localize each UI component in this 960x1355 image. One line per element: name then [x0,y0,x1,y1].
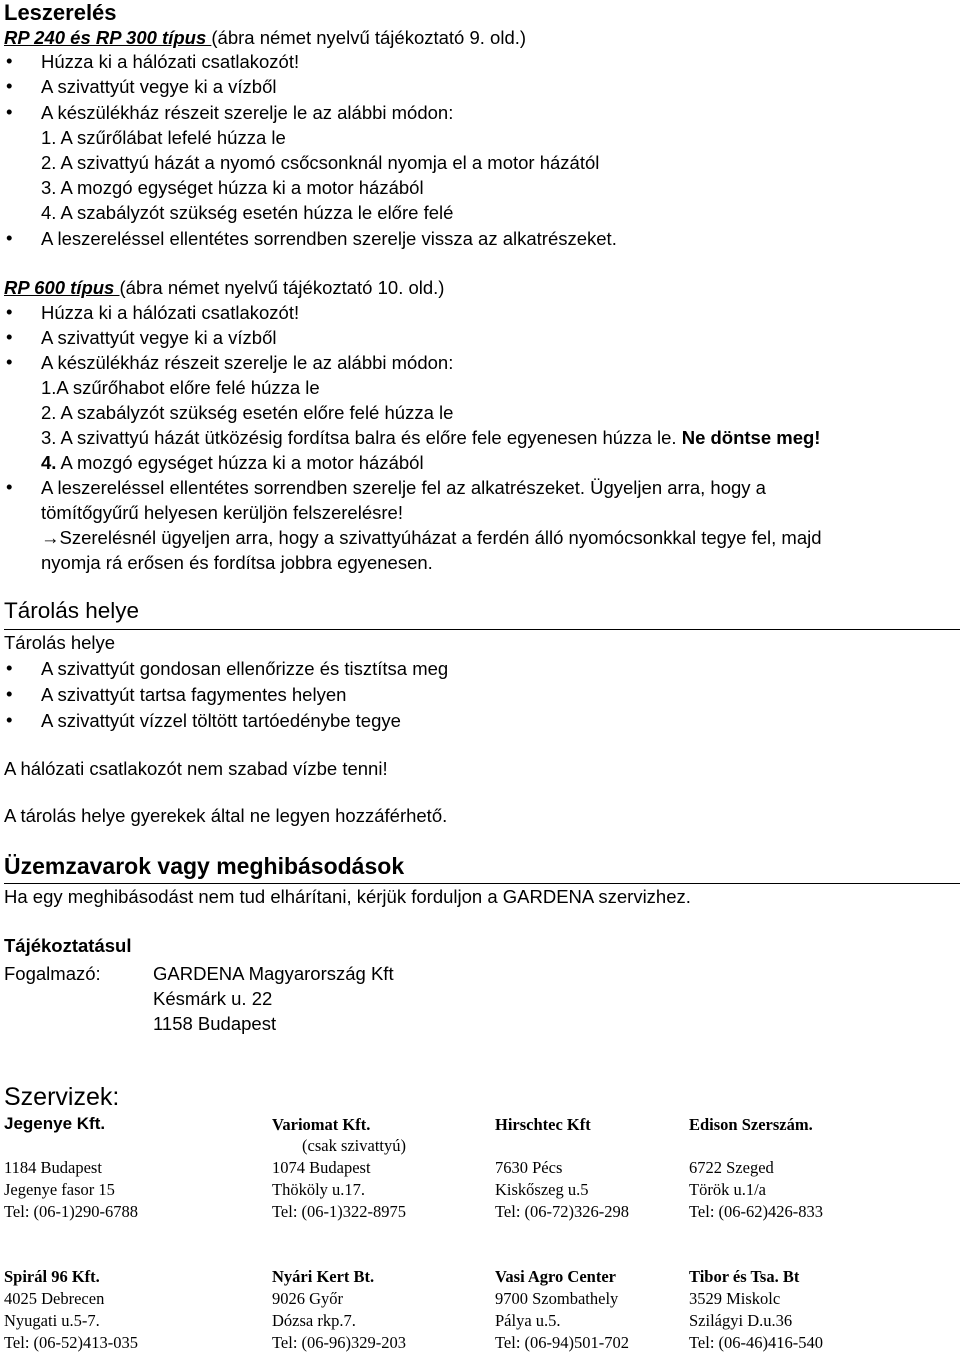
service-street: Török u.1/a [689,1180,766,1199]
service-street: Kiskőszeg u.5 [495,1180,589,1199]
service-street: Jegenye fasor 15 [4,1180,115,1199]
service-city: 6722 Szeged [689,1158,774,1177]
storage-note-2: A tárolás helye gyerekek által ne legyen hozzáférhető. [4,805,448,826]
service-tel: Tel: (06-96)329-203 [272,1333,407,1352]
storage-subtitle: Tárolás helye [4,632,116,653]
service-city: 4025 Debrecen [4,1289,105,1308]
service-name: Spirál 96 Kft. [4,1267,100,1286]
section-title-disassembly: Leszerelés [4,0,117,25]
section-title-faults: Üzemzavarok vagy meghibásodások [4,853,405,879]
rp600-step-1: 1.A szűrőhabot előre felé húzza le [41,377,320,398]
service-city: 9026 Győr [272,1289,344,1308]
rp600-heading [4,277,444,299]
rp600-step-2: 2. A szabályzót szükség esetén előre felé húzza le [41,402,454,423]
divider [4,629,960,630]
service-name: Hirschtec Kft [495,1115,591,1134]
service-street: Dózsa rkp.7. [272,1311,356,1330]
storage-note-1: A hálózati csatlakozót nem szabad vízbe tenni! [4,758,388,779]
service-city: 7630 Pécs [495,1158,563,1177]
divider [4,883,960,884]
section-title-storage: Tárolás helye [4,598,140,623]
service-tel: Tel: (06-62)426-833 [689,1202,824,1221]
assembly-note: →Szerelésnél ügyeljen arra, hogy a szivattyúházat a ferdén álló nyomócsonkkal tegye fel, majd [41,527,822,548]
info-line: 1158 Budapest [153,1013,277,1034]
service-tel: Tel: (06-1)322-8975 [272,1202,407,1221]
arrow-icon: → [41,527,60,548]
step-3: 3. A mozgó egységet húzza ki a motor házából [41,177,424,198]
service-name: Edison Szerszám. [689,1115,813,1134]
step-4: 4. A szabályzót szükség esetén húzza le előre felé [41,202,454,223]
service-name: Variomat Kft. [272,1115,371,1134]
rp600-step-4: 4. A mozgó egységet húzza ki a motor házából [41,452,424,473]
info-label: Fogalmazó: [4,963,101,984]
rp240-note: (ábra német nyelvű tájékoztató 9. old.) [211,27,527,48]
service-tel: Tel: (06-52)413-035 [4,1333,139,1352]
service-name: Tibor és Tsa. Bt [689,1267,800,1286]
info-title: Tájékoztatásul [4,935,132,956]
warning-text: Ne döntse meg! [681,427,821,448]
service-tel: Tel: (06-46)416-540 [689,1333,824,1352]
service-street: Thököly u.17. [272,1180,366,1199]
service-extra: (csak szivattyú) [302,1136,407,1155]
service-street: Nyugati u.5-7. [4,1311,100,1330]
service-street: Szilágyi D.u.36 [689,1311,793,1330]
faults-text: Ha egy meghibásodást nem tud elhárítani, kérjük forduljon a GARDENA szervizhez. [4,886,691,907]
info-line: Késmárk u. 22 [153,988,273,1009]
rp600-model: RP 600 típus [4,277,120,298]
rp240-heading [4,27,526,49]
assembly-note-continuation: nyomja rá erősen és fordítsa jobbra egyenesen. [41,552,433,573]
rp600-step-3: 3. A szivattyú házát ütközésig fordítsa balra és előre fele egyenesen húzza le. Ne döntse meg! [41,427,821,448]
service-tel: Tel: (06-72)326-298 [495,1202,630,1221]
service-street: Pálya u.5. [495,1311,561,1330]
reassembly-continuation: tömítőgyűrű helyesen kerüljön felszerelésre! [41,502,403,523]
step-1: 1. A szűrőlábat lefelé húzza le [41,127,286,148]
step-2: 2. A szivattyú házát a nyomó csőcsonknál nyomja el a motor házától [41,152,600,173]
service-name: Vasi Agro Center [495,1267,616,1286]
service-city: 9700 Szombathely [495,1289,619,1308]
service-city: 1074 Budapest [272,1158,371,1177]
service-name: Nyári Kert Bt. [272,1267,375,1286]
section-title-services: Szervizek: [4,1083,120,1111]
service-name: Jegenye Kft. [4,1114,106,1133]
info-line: GARDENA Magyarország Kft [153,963,394,984]
service-city: 1184 Budapest [4,1158,102,1177]
rp240-model: RP 240 és RP 300 típus [4,27,212,48]
rp600-note: (ábra német nyelvű tájékoztató 10. old.) [119,277,445,298]
service-city: 3529 Miskolc [689,1289,781,1308]
service-tel: Tel: (06-94)501-702 [495,1333,630,1352]
service-tel: Tel: (06-1)290-6788 [4,1202,139,1221]
